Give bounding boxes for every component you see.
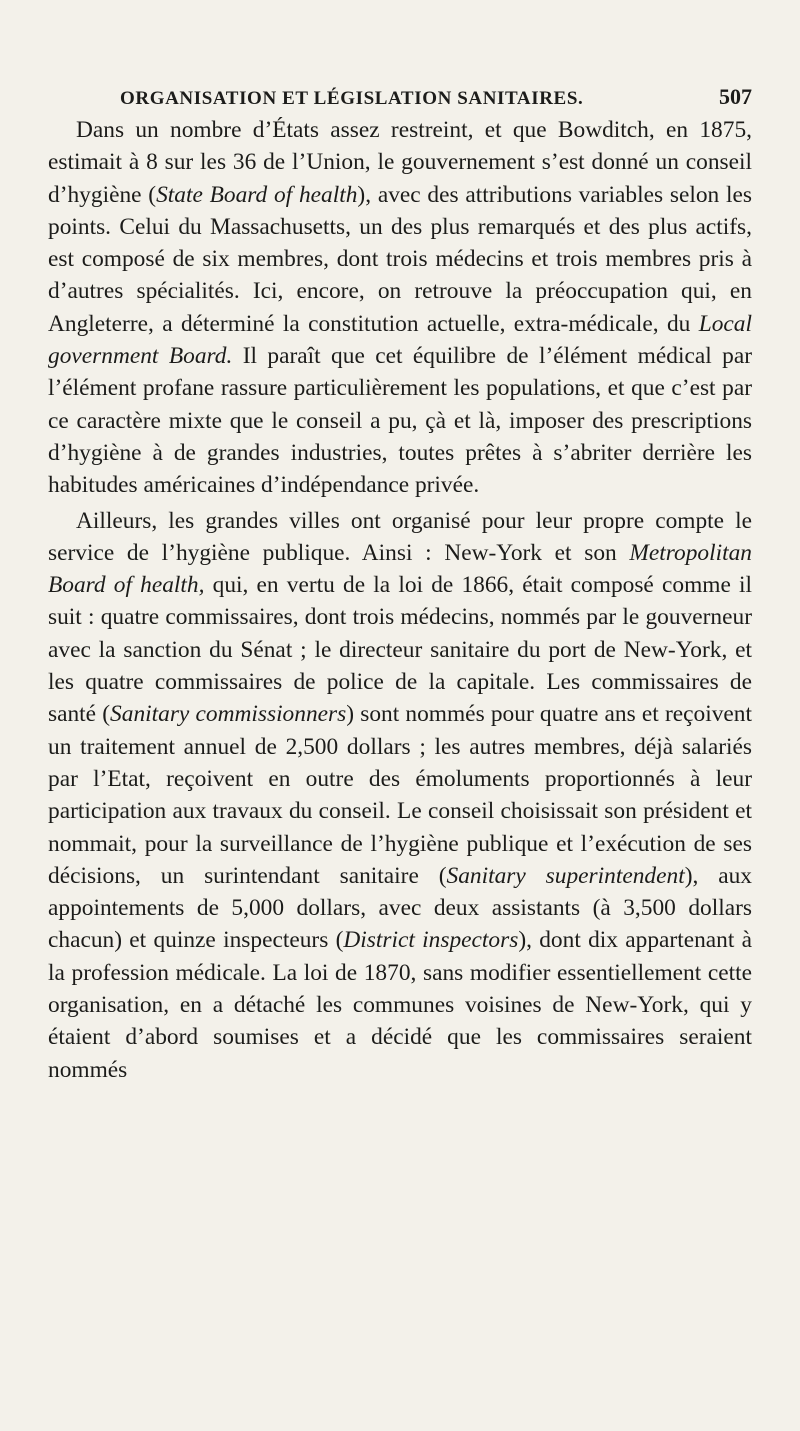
italic-term: Sanitary superintendent — [446, 862, 685, 889]
text-run: Dans un nombre d’États assez restreint, et que Bowditch, en 1875, estimait à 8 sur les 36 de l’Union, le gouvernement s’est donné un conseil d’hygiène ( — [48, 117, 752, 208]
italic-term: District inspectors — [343, 927, 519, 954]
paragraph-2 — [48, 505, 752, 1086]
page-body — [48, 114, 752, 1086]
running-header — [48, 84, 752, 110]
italic-term: Sanitary commissionners — [110, 701, 347, 728]
italic-term: Metropolitan Board of health, — [48, 539, 752, 599]
text-run: ), aux appointements de 5,000 dollars, avec deux assistants (à 3,500 dollars chacun) et quinze inspecteurs ( — [48, 862, 753, 954]
text-run: Ailleurs, les grandes villes ont organisé pour leur propre compte le service de l’hygiène publique. Ainsi : New-York et son — [48, 507, 752, 566]
text-run: ), dont dix appartenant à la profession médicale. La loi de 1870, sans modifier essentiellement cette organisation, en a détaché les communes voisines de New-York, qui y étaient d’abord soumises et a décidé que les commissaires seraient nommés — [48, 927, 753, 1083]
page-number: 507 — [719, 84, 752, 109]
paragraph-1 — [48, 114, 752, 502]
text-run: Il paraît que cet équilibre de l’élément médical par l’élément profane rassure particulièrement les populations, et que c’est par ce caractère mixte que le conseil a pu, çà et là, imposer des prescriptions d’hygiène à de grandes industries, toutes prêtes à s’abriter derrière les habitudes américaines d’indépendance privée. — [48, 343, 752, 499]
italic-term: State Board of health — [156, 181, 358, 208]
text-run: ), avec des attributions variables selon les points. Celui du Massachusetts, un des plus remarqués et des plus actifs, est composé de six membres, dont trois médecins et trois membres pris à d’autres spécialités. Ici, encore, on retrouve la préoccupation qui, en Angleterre, a déterminé la constitution actuelle, extra-médicale, du — [48, 181, 752, 337]
italic-term: Local government Board. — [48, 310, 752, 370]
text-run: ) sont nommés pour quatre ans et reçoivent un traitement annuel de 2,500 dollars ; les autres membres, déjà salariés par l’Etat, reçoivent en outre des émoluments proportionnés à leur participation aux travaux du conseil. Le conseil choisissait son président et nommait, pour la surveillance de l’hygiène publique et l’exécution de ses décisions, un surintendant sanitaire ( — [48, 701, 753, 889]
running-title: ORGANISATION ET LÉGISLATION SANITAIRES. — [120, 88, 584, 109]
text-run: qui, en vertu de la loi de 1866, était composé comme il suit : quatre commissaires, dont trois médecins, nommés par le gouverneur avec la sanction du Sénat ; le directeur sanitaire du port de New-York, et les quatre commissaires de police de la capitale. Les commissaires de santé ( — [48, 572, 753, 728]
